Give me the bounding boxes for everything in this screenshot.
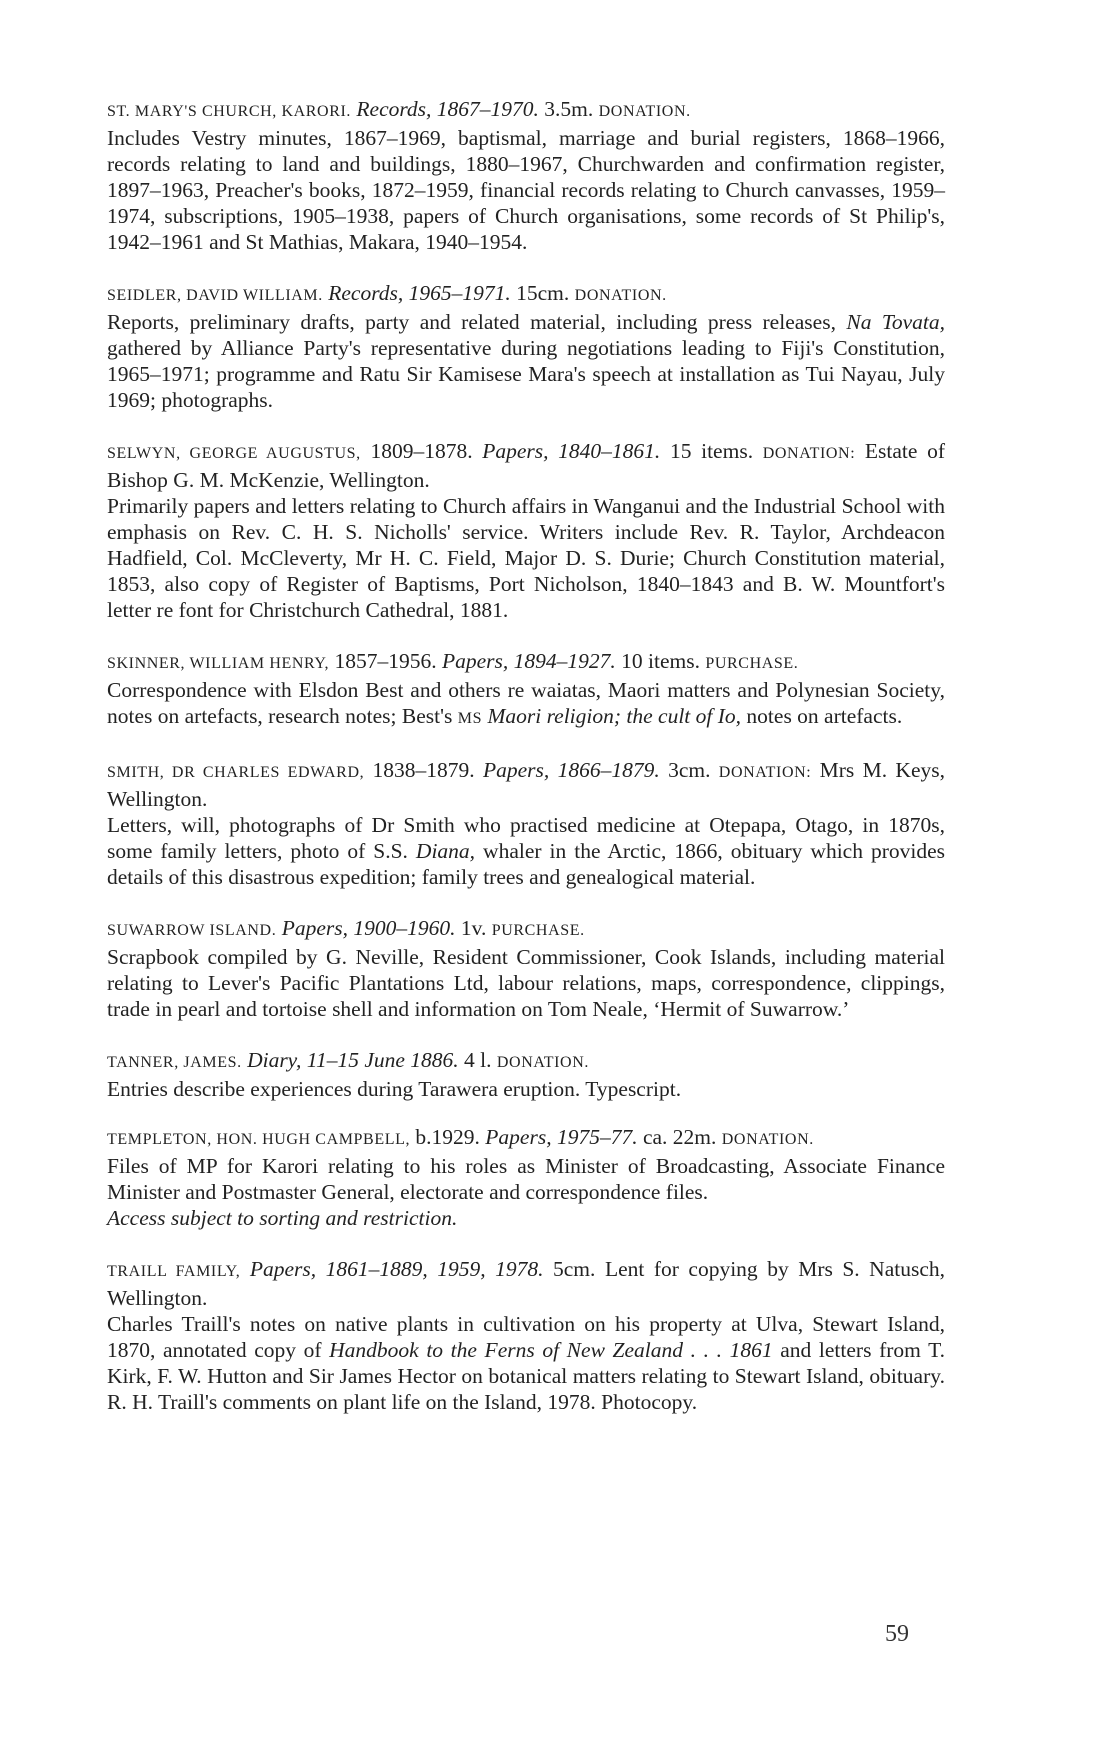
entry-heading: [107, 280, 945, 309]
entry-description-ms: MS: [457, 710, 483, 727]
entry-description-italic: Handbook to the Ferns of New Zealand . . . 1861: [329, 1338, 773, 1362]
entry-heading: [107, 757, 945, 812]
entry-acquisition: DONATION.: [598, 103, 691, 120]
entry-dates: 1809–1878.: [370, 439, 473, 463]
entry-st-marys-church: [107, 96, 945, 255]
entry-acquisition: PURCHASE.: [491, 922, 585, 939]
entry-title: Papers, 1900–1960.: [281, 916, 456, 940]
entry-acquisition: DONATION:: [718, 764, 812, 781]
entry-smith: [107, 757, 945, 890]
entry-title: Papers, 1861–1889, 1959, 1978.: [249, 1257, 544, 1281]
entry-name: SUWARROW ISLAND.: [107, 922, 277, 939]
entry-description-text: gathered by Alliance Party's representative during negotiations leading to Fiji's Constitution, 1965–1971; programme and Ratu Sir Kamisese Mara's speech at installation as Tui Nayau, July 1969; photographs.: [107, 336, 945, 412]
entry-title: Papers, 1840–1861.: [482, 439, 661, 463]
entry-heading: [107, 1047, 945, 1076]
entry-description-text: whaler in the Arctic, 1866, obituary which provides details of this disastrous expedition; family trees and genealogical material.: [107, 839, 945, 889]
entry-heading: [107, 1124, 945, 1153]
entry-heading: [107, 438, 945, 493]
entry-name: TANNER, JAMES.: [107, 1054, 242, 1071]
entry-extent: 10 items.: [621, 649, 700, 673]
entry-description: [107, 1311, 945, 1415]
entry-name: SEIDLER, DAVID WILLIAM.: [107, 287, 323, 304]
entry-description: Includes Vestry minutes, 1867–1969, baptismal, marriage and burial registers, 1868–1966, records relating to land and buildings, 1880–1967, Churchwarden and confirmation register, 1897–1963, Preacher's books, 1872–1959, financial records relating to Church canvasses, 1959–1974, subscriptions, 1905–1938, papers of Church organisations, some records of St Philip's, 1942–1961 and St Mathias, Makara, 1940–1954.: [107, 126, 945, 254]
entry-description: Primarily papers and letters relating to Church affairs in Wanganui and the Industrial School with emphasis on Rev. C. H. S. Nicholls' service. Writers include Rev. R. Taylor, Archdeacon Hadfield, Col. McCleverty, Mr H. C. Field, Major D. S. Durie; Church Constitution material, 1853, also copy of Register of Baptisms, Port Nicholson, 1840–1843 and B. W. Mountfort's letter re font for Christchurch Cathedral, 1881.: [107, 494, 945, 622]
entry-description-italic: Maori religion; the cult of Io,: [487, 704, 742, 728]
entry-description: Scrapbook compiled by G. Neville, Resident Commissioner, Cook Islands, including material relating to Lever's Pacific Plantations Ltd, labour relations, maps, correspondence, clippings, trade in pearl and tortoise shell and information on Tom Neale, ‘Hermit of Suwarrow.’: [107, 945, 945, 1021]
entry-list: [107, 96, 945, 1440]
entry-name: SELWYN, GEORGE AUGUSTUS,: [107, 445, 361, 462]
entry-tanner: [107, 1047, 945, 1102]
entry-description-text: Correspondence with Elsdon Best and others re waiatas, Maori matters and Polynesian Society, notes on artefacts, research notes; Best's: [107, 678, 945, 728]
entry-title: Papers, 1975–77.: [485, 1125, 638, 1149]
entry-title: Papers, 1866–1879.: [482, 758, 660, 782]
entry-extent: 1v.: [460, 916, 487, 940]
entry-extent: 15cm.: [516, 281, 570, 305]
entry-heading: [107, 1256, 945, 1311]
entry-acquisition: DONATION.: [574, 287, 667, 304]
entry-selwyn: [107, 438, 945, 623]
entry-title: Diary, 11–15 June 1886.: [247, 1048, 459, 1072]
entry-title: Records, 1867–1970.: [356, 97, 539, 121]
entry-extent: 15 items.: [669, 439, 754, 463]
entry-acquisition: DONATION.: [721, 1131, 814, 1148]
entry-name: SMITH, DR CHARLES EDWARD,: [107, 764, 365, 781]
page-number: 59: [885, 1621, 909, 1647]
entry-acquisition: DONATION:: [762, 445, 856, 462]
entry-description: Entries describe experiences during Tarawera eruption. Typescript.: [107, 1077, 682, 1101]
entry-description-text: Reports, preliminary drafts, party and related material, including press releases,: [107, 310, 836, 334]
entry-donor: Mrs M. Keys, Wellington.: [107, 758, 945, 811]
entry-description-text: Charles Traill's notes on native plants in cultivation on his property at Ulva, Stewart Island, 1870, annotated copy of: [107, 1312, 945, 1362]
entry-description-italic: Na Tovata,: [846, 310, 946, 334]
entry-extent: 4 l.: [464, 1048, 492, 1072]
entry-dates: 1838–1879.: [372, 758, 475, 782]
entry-title: Records, 1965–1971.: [328, 281, 511, 305]
entry-dates: b.1929.: [415, 1125, 480, 1149]
entry-suwarrow-island: [107, 915, 945, 1022]
entry-heading: [107, 648, 945, 677]
entry-name: SKINNER, WILLIAM HENRY,: [107, 655, 330, 672]
entry-description: Files of MP for Karori relating to his roles as Minister of Broadcasting, Associate Finance Minister and Postmaster General, electorate and correspondence files.: [107, 1154, 945, 1204]
entry-acquisition: Lent for copying by Mrs S. Natusch, Wellington.: [107, 1257, 946, 1310]
entry-name: ST. MARY'S CHURCH, KARORI.: [107, 103, 352, 120]
entry-description-text: Letters, will, photographs of Dr Smith who practised medicine at Otepapa, Otago, in 1870s, some family letters, photo of S.S.: [107, 813, 945, 863]
entry-heading: [107, 96, 945, 125]
entry-description-text: and letters from T. Kirk, F. W. Hutton and Sir James Hector on botanical matters relating to Stewart Island, obituary. R. H. Traill's comments on plant life on the Island, 1978. Photocopy.: [107, 1338, 946, 1414]
entry-description: [107, 812, 945, 890]
entry-acquisition: DONATION.: [496, 1054, 589, 1071]
entry-extent: 5cm.: [553, 1257, 596, 1281]
entry-description-text: notes on artefacts.: [746, 704, 903, 728]
entry-acquisition: PURCHASE.: [705, 655, 799, 672]
entry-dates: 1857–1956.: [334, 649, 437, 673]
entry-extent: 3cm.: [668, 758, 711, 782]
entry-extent: 3.5m.: [544, 97, 594, 121]
entry-description-italic: Diana,: [415, 839, 476, 863]
entry-skinner: [107, 648, 945, 732]
entry-seidler: [107, 280, 945, 413]
entry-title: Papers, 1894–1927.: [441, 649, 616, 673]
entry-description: [107, 309, 945, 413]
entry-templeton: [107, 1124, 945, 1231]
entry-donor: Estate of Bishop G. M. McKenzie, Wellington.: [107, 439, 946, 492]
entry-heading: [107, 915, 945, 944]
entry-name: TEMPLETON, HON. HUGH CAMPBELL,: [107, 1131, 411, 1148]
entry-access-note: Access subject to sorting and restriction.: [107, 1206, 458, 1230]
entry-extent: ca. 22m.: [642, 1125, 717, 1149]
entry-description: [107, 677, 945, 732]
entry-traill-family: [107, 1256, 945, 1415]
entry-name: TRAILL FAMILY,: [107, 1263, 241, 1280]
